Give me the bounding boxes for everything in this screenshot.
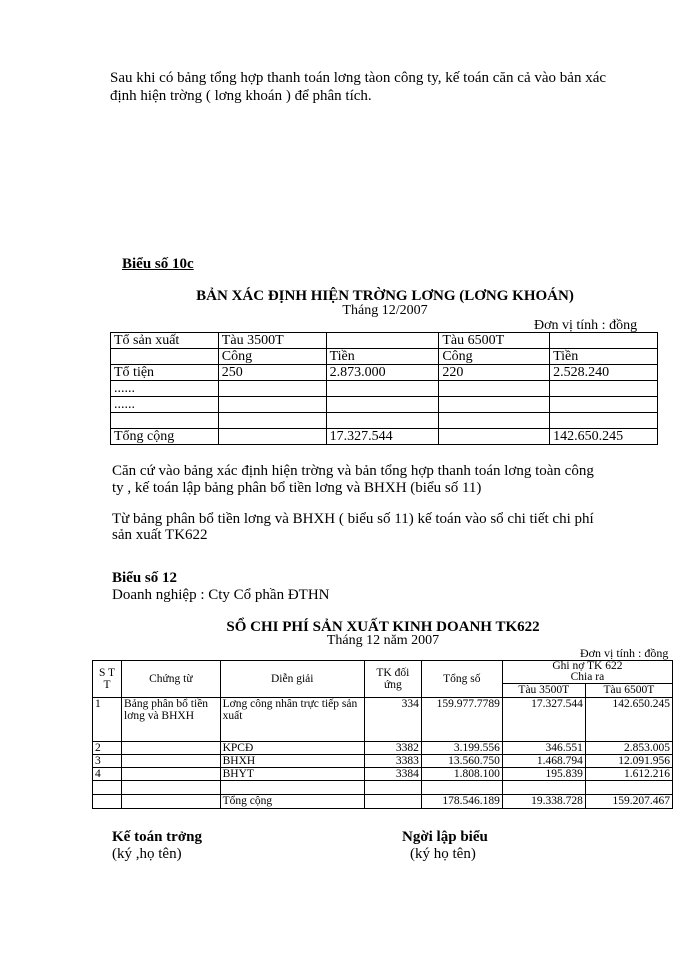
form-12-unit: Đơn vị tính : đồng bbox=[580, 646, 669, 660]
form-10c-unit: Đơn vị tính : đồng bbox=[534, 318, 638, 333]
header-ship-1: Tàu 3500T bbox=[218, 333, 326, 349]
table-row bbox=[111, 413, 658, 429]
header-stt: S T T bbox=[93, 661, 122, 698]
signature-left-title: Kế toán trởng bbox=[112, 829, 202, 845]
header-cong-1: Công bbox=[218, 349, 326, 365]
table-header-row bbox=[111, 333, 658, 349]
table-row: 1 Bảng phân bổ tiền lơng và BHXH Lơng công nhân trực tiếp sản xuất 334 159.977.7789 17.327.544 142.650.245 bbox=[93, 698, 673, 742]
intro-line-1: Sau khi có bảng tổng hợp thanh toán lơng tàon công ty, kế toán căn cả vào bản xác bbox=[110, 70, 607, 86]
form-12-table bbox=[92, 660, 673, 809]
header-tien-2: Tiền bbox=[550, 349, 658, 365]
para-3-line-1: Từ bảng phân bổ tiền lơng và BHXH ( biểu số 11) kế toán vào sổ chi tiết chi phí bbox=[112, 511, 594, 527]
form-12-label: Biểu số 12 bbox=[112, 570, 178, 586]
header-cong-2: Công bbox=[439, 349, 550, 365]
table-row: ...... bbox=[111, 381, 658, 397]
header-tien-1: Tiền bbox=[326, 349, 439, 365]
form-10c-title: BẢN XÁC ĐỊNH HIỆN TRỜNG LƠNG (LƠNG KHOÁN) bbox=[196, 288, 574, 304]
header-dien-giai: Diễn giải bbox=[220, 661, 364, 698]
signature-right-sub: (ký họ tên) bbox=[410, 846, 476, 862]
table-row: ...... bbox=[111, 397, 658, 413]
header-ship-1: Tàu 3500T bbox=[502, 684, 585, 698]
table-header-row bbox=[93, 661, 673, 684]
form-12-title: SỔ CHI PHÍ SẢN XUẤT KINH DOANH TK622 bbox=[226, 619, 540, 635]
header-chung-tu: Chứng từ bbox=[122, 661, 221, 698]
para-3-line-2: sản xuất TK622 bbox=[112, 527, 208, 543]
table-total-row: Tổng cộng 178.546.189 19.338.728 159.207.467 bbox=[93, 795, 673, 809]
table-subheader-row bbox=[111, 349, 658, 365]
para-2-line-1: Căn cứ vào bảng xác định hiện trờng và bản tổng hợp thanh toán lơng toàn công bbox=[112, 463, 594, 479]
form-10c-month: Tháng 12/2007 bbox=[342, 303, 428, 318]
form-12-month: Tháng 12 năm 2007 bbox=[326, 633, 440, 648]
table-row: Tổ tiện 250 2.873.000 220 2.528.240 bbox=[111, 365, 658, 381]
form-12-company: Doanh nghiệp : Cty Cổ phần ĐTHN bbox=[112, 587, 330, 603]
para-2-line-2: ty , kế toán lập bảng phân bổ tiền lơng và BHXH (biểu số 11) bbox=[112, 480, 482, 496]
header-to-san-xuat: Tổ sản xuất bbox=[111, 333, 219, 349]
form-10c-label: Biểu số 10c bbox=[122, 256, 194, 272]
table-row: 4 BHYT 3384 1.808.100 195.839 1.612.216 bbox=[93, 768, 673, 781]
header-ghi-no: Ghi nợ TK 622 bbox=[552, 660, 623, 672]
header-tk-doi-ung: TK đối ứng bbox=[364, 661, 421, 698]
signature-right-title: Ngời lập biểu bbox=[402, 829, 488, 845]
header-ship-2: Tàu 6500T bbox=[585, 684, 672, 698]
header-ship-2: Tàu 6500T bbox=[439, 333, 550, 349]
header-tong-so: Tổng số bbox=[421, 661, 502, 698]
intro-line-2: định hiện trờng ( lơng khoán ) để phân tích. bbox=[110, 88, 372, 104]
table-row: 3 BHXH 3383 13.560.750 1.468.794 12.091.956 bbox=[93, 755, 673, 768]
table-row: 2 KPCĐ 3382 3.199.556 346.551 2.853.005 bbox=[93, 742, 673, 755]
header-chia-ra: Chia ra bbox=[570, 671, 605, 683]
table-total-row: Tổng cộng 17.327.544 142.650.245 bbox=[111, 429, 658, 445]
signature-left-sub: (ký ,họ tên) bbox=[112, 846, 182, 862]
table-row bbox=[93, 781, 673, 795]
form-10c-table bbox=[110, 332, 658, 445]
